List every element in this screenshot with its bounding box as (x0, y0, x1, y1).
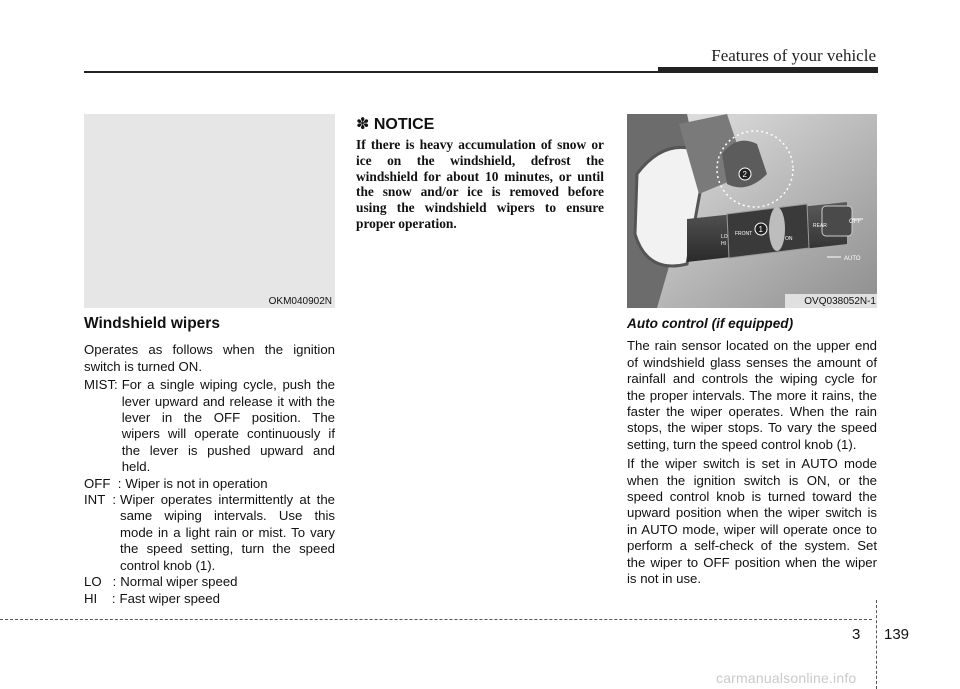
definition-item-mist (84, 377, 335, 475)
left-column (84, 316, 335, 607)
right-figure (627, 114, 877, 308)
notice-title (356, 114, 604, 134)
callout-1-label: 1 (758, 225, 763, 234)
definition-item-off (84, 476, 335, 492)
definition-key: INT : (84, 492, 116, 508)
label-auto: AUTO (844, 256, 861, 262)
definition-text: For a single wiping cycle, push the lever upward and release it with the lever in the OFF position. The wipers will operate continuously if the lever is pushed upward and held. (121, 377, 335, 475)
definition-text: Normal wiper speed (120, 574, 238, 590)
section-header-title: Features of your vehicle (711, 46, 876, 65)
notice-body: If there is heavy accumulation of snow or ice on the windshield, defrost the windshield for about 10 minutes, or until the snow and/or ice is removed before using the windshield wipers to ensure proper operation. (356, 137, 604, 231)
right-column (627, 316, 877, 588)
page-number: 139 (884, 626, 910, 643)
label-off: OFF (849, 219, 861, 225)
intro-paragraph: Operates as follows when the ignition switch is turned ON. (84, 342, 335, 374)
notice-symbol: ✽ (356, 116, 370, 133)
section-title: Windshield wipers (84, 315, 220, 332)
notice-box (356, 114, 604, 232)
notice-title-text: NOTICE (373, 116, 435, 133)
definition-key: HI : (84, 590, 116, 606)
label-lo: LO (721, 234, 728, 240)
wiper-stalk-illustration (627, 114, 877, 308)
left-figure (84, 114, 335, 308)
definition-key: MIST: (84, 377, 118, 393)
label-hi: HI (721, 241, 726, 247)
watermark: carmanualsonline.info (716, 670, 857, 686)
auto-control-paragraph-2: If the wiper switch is set in AUTO mode when the ignition switch is ON, or the speed control knob is turned toward the upward position when the wiper switch is in AUTO mode, wiper will operate once to perform a self-check of the system. Set the wiper to OFF position when the wiper is not in use. (627, 456, 877, 587)
label-on: ON (785, 236, 793, 242)
footer-rule (0, 619, 872, 620)
auto-control-paragraph-1: The rain sensor located on the upper end of windshield glass senses the amount of rainfall and controls the wiping cycle for the proper intervals. The more it rains, the faster the wiper operates. When the rain stops, the wiper stops. To vary the speed setting, turn the speed control knob (1). (627, 338, 877, 452)
definition-text: Wiper operates intermittently at the same wiping intervals. Use this mode in a light rain or mist. To vary the speed setting, turn the speed control knob (1). (120, 492, 335, 573)
definition-item-hi (84, 591, 335, 607)
definition-key: OFF : (84, 475, 122, 491)
definition-item-lo (84, 574, 335, 590)
definition-item-int (84, 492, 335, 574)
definition-text: Fast wiper speed (119, 590, 220, 606)
right-figure-code: OVQ038052N-1 (804, 296, 876, 307)
label-front: FRONT (735, 231, 753, 237)
chapter-number: 3 (852, 626, 861, 643)
footer-divider (876, 600, 877, 689)
callout-2-label: 2 (742, 170, 747, 179)
auto-control-title: Auto control (if equipped) (627, 316, 794, 331)
left-figure-code: OKM040902N (268, 296, 332, 307)
definition-text: Wiper is not in operation (125, 475, 268, 491)
definition-key: LO : (84, 574, 117, 590)
header-rule-accent (658, 67, 878, 73)
label-rear: REAR (813, 223, 827, 229)
